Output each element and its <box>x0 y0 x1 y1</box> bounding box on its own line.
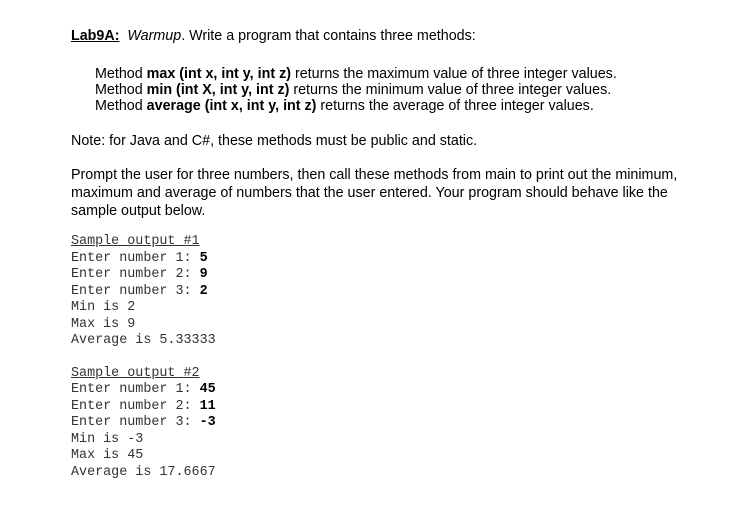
lab-topic: Warmup <box>127 28 182 44</box>
input-value: 9 <box>199 267 208 282</box>
method-max-line <box>95 66 711 82</box>
input-prompt: Enter number 3: <box>71 283 200 299</box>
input-line <box>71 267 711 284</box>
input-prompt: Enter number 3: <box>71 415 200 430</box>
prompt-paragraph: Prompt the user for three numbers, then call these methods from main to print out the minimum, maximum and average of numbers that the user entered. Your program should behave like the sample output below. <box>71 167 678 219</box>
input-prompt: Enter number 2: <box>71 398 200 414</box>
method-signature: min (int X, int y, int z) <box>146 82 290 98</box>
result-line-average: Average is 17.6667 <box>71 464 216 480</box>
method-average-line <box>95 98 711 114</box>
sample-output-2 <box>71 366 711 482</box>
method-prefix: Method <box>95 82 147 98</box>
sample-title: Sample output #2 <box>71 365 200 381</box>
input-value: 5 <box>199 250 208 266</box>
result-line-average: Average is 5.33333 <box>71 333 216 348</box>
sample-title: Sample output #1 <box>71 234 200 249</box>
method-description: returns the minimum value of three integer values. <box>289 82 612 98</box>
assignment-document <box>71 27 711 481</box>
assignment-heading <box>71 27 711 45</box>
sample-output-1 <box>71 234 711 350</box>
input-value: 11 <box>199 398 216 414</box>
input-line <box>71 251 711 268</box>
result-line-max: Max is 45 <box>71 448 144 463</box>
method-min-line <box>95 82 711 98</box>
result-line-max: Max is 9 <box>71 316 136 332</box>
input-value: 45 <box>199 382 216 397</box>
method-description: returns the average of three integer values. <box>316 98 594 114</box>
heading-text: . Write a program that contains three methods: <box>181 28 476 44</box>
result-line-min: Min is 2 <box>71 300 136 315</box>
input-value: 2 <box>199 283 208 299</box>
result-line-min: Min is -3 <box>71 431 144 447</box>
method-prefix: Method <box>95 66 147 82</box>
method-list <box>95 66 711 114</box>
input-value: -3 <box>199 415 216 430</box>
method-prefix: Method <box>95 98 147 114</box>
input-line <box>71 284 711 301</box>
method-description: returns the maximum value of three integer values. <box>290 66 617 82</box>
input-line <box>71 415 711 432</box>
input-prompt: Enter number 1: <box>71 250 200 266</box>
input-line <box>71 399 711 416</box>
input-prompt: Enter number 1: <box>71 382 200 397</box>
note-text: Note: for Java and C#, these methods must be public and static. <box>71 133 478 149</box>
method-signature: max (int x, int y, int z) <box>146 66 291 82</box>
method-signature: average (int x, int y, int z) <box>146 98 317 114</box>
lab-id: Lab9A: <box>71 28 120 44</box>
input-line <box>71 382 711 399</box>
input-prompt: Enter number 2: <box>71 267 200 282</box>
